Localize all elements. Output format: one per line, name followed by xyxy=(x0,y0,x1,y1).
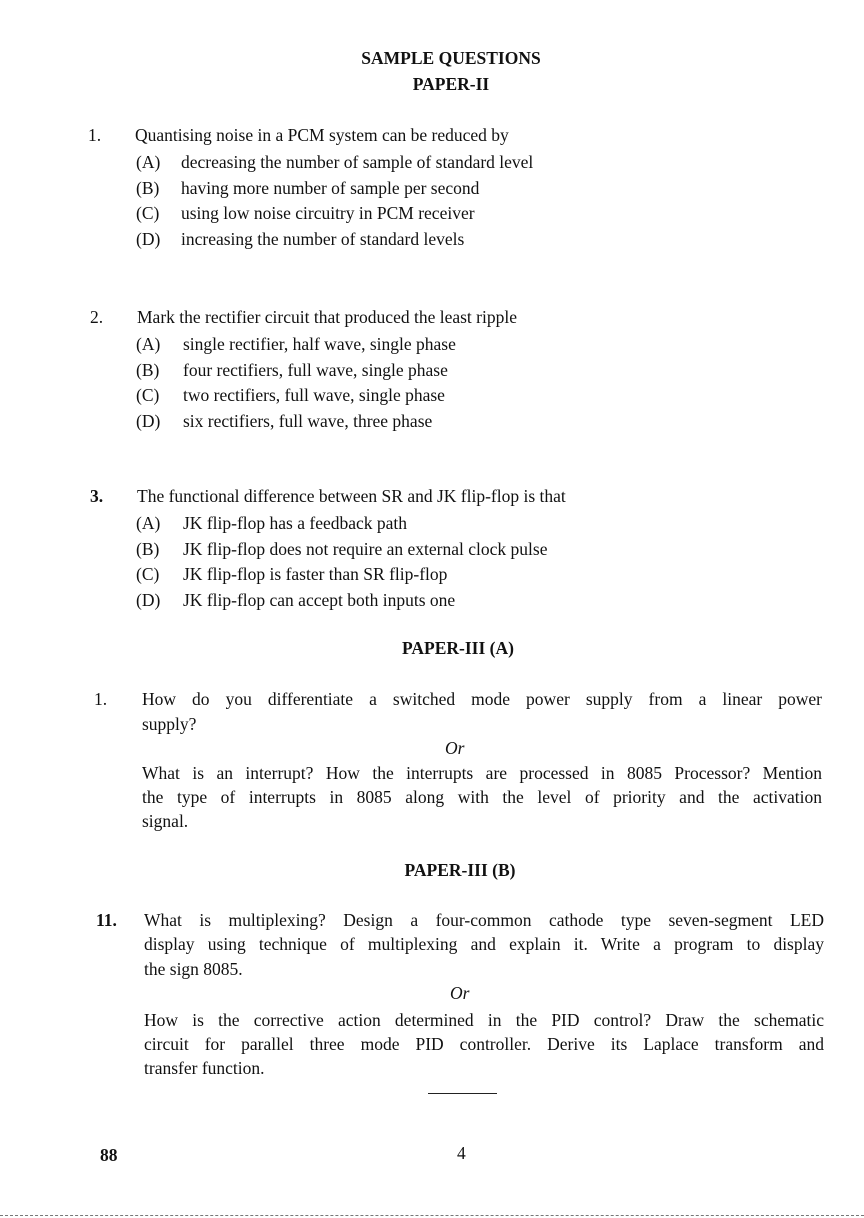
footer-code: 88 xyxy=(100,1145,118,1165)
option-letter: (A) xyxy=(136,334,161,354)
option-text: having more number of sample per second xyxy=(181,177,480,198)
option-letter: (C) xyxy=(136,203,160,224)
question-line: the sign 8085. xyxy=(144,959,243,979)
alt-question-line: What is an interrupt? How the interrupts are processed in 8085 Processor? Mention xyxy=(142,763,822,783)
option-letter: (A) xyxy=(136,152,161,172)
option-text: decreasing the number of sample of standard level xyxy=(181,152,534,172)
alt-question-line: transfer function. xyxy=(144,1058,265,1078)
question-line: How do you differentiate a switched mode power supply from a linear power xyxy=(142,689,822,709)
question-line: What is multiplexing? Design a four-common cathode type seven-segment LED xyxy=(144,910,824,930)
or-separator: Or xyxy=(450,983,470,1003)
option-text: increasing the number of standard levels xyxy=(181,228,465,249)
option-letter: (D) xyxy=(136,589,161,610)
option-letter: (D) xyxy=(136,410,161,431)
paper-iiia-heading: PAPER-III (A) xyxy=(402,638,514,658)
question-line: supply? xyxy=(142,714,197,734)
alt-question-line: circuit for parallel three mode PID controller. Derive its Laplace transform and xyxy=(144,1034,824,1054)
question-number: 11. xyxy=(96,910,117,930)
paper-iiib-heading: PAPER-III (B) xyxy=(404,860,516,880)
question-number: 1. xyxy=(94,689,108,709)
option-text: single rectifier, half wave, single phase xyxy=(183,334,456,354)
page-number: 4 xyxy=(457,1143,466,1163)
paper-heading: PAPER-II xyxy=(412,74,490,94)
question-number: 1. xyxy=(88,125,102,145)
option-text: six rectifiers, full wave, three phase xyxy=(183,410,433,431)
option-letter: (A) xyxy=(136,513,161,533)
document-title: SAMPLE QUESTIONS xyxy=(361,48,541,68)
option-text: using low noise circuitry in PCM receiver xyxy=(181,203,475,224)
question-number: 3. xyxy=(90,486,104,506)
option-letter: (B) xyxy=(136,359,160,380)
question-text: The functional difference between SR and JK flip-flop is that xyxy=(137,486,566,506)
option-text: JK flip-flop does not require an external clock pulse xyxy=(183,538,548,559)
alt-question-line: the type of interrupts in 8085 along with the level of priority and the activation xyxy=(142,787,822,807)
option-letter: (B) xyxy=(136,177,160,198)
question-text: Mark the rectifier circuit that produced the least ripple xyxy=(137,307,517,327)
alt-question-line: signal. xyxy=(142,811,189,831)
or-separator: Or xyxy=(445,738,465,758)
alt-question-line: How is the corrective action determined in the PID control? Draw the schematic xyxy=(144,1010,824,1030)
option-letter: (D) xyxy=(136,228,161,249)
option-letter: (B) xyxy=(136,538,160,559)
question-number: 2. xyxy=(90,307,104,327)
option-text: JK flip-flop is faster than SR flip-flop xyxy=(183,564,448,585)
question-text: Quantising noise in a PCM system can be reduced by xyxy=(135,125,509,145)
question-line: display using technique of multiplexing and explain it. Write a program to display xyxy=(144,934,824,954)
option-text: JK flip-flop has a feedback path xyxy=(183,513,408,533)
scan-edge xyxy=(0,1215,864,1217)
option-letter: (C) xyxy=(136,564,160,585)
option-text: JK flip-flop can accept both inputs one xyxy=(183,589,456,610)
option-letter: (C) xyxy=(136,385,160,406)
option-text: four rectifiers, full wave, single phase xyxy=(183,359,448,380)
option-text: two rectifiers, full wave, single phase xyxy=(183,385,445,406)
end-rule xyxy=(428,1093,497,1094)
